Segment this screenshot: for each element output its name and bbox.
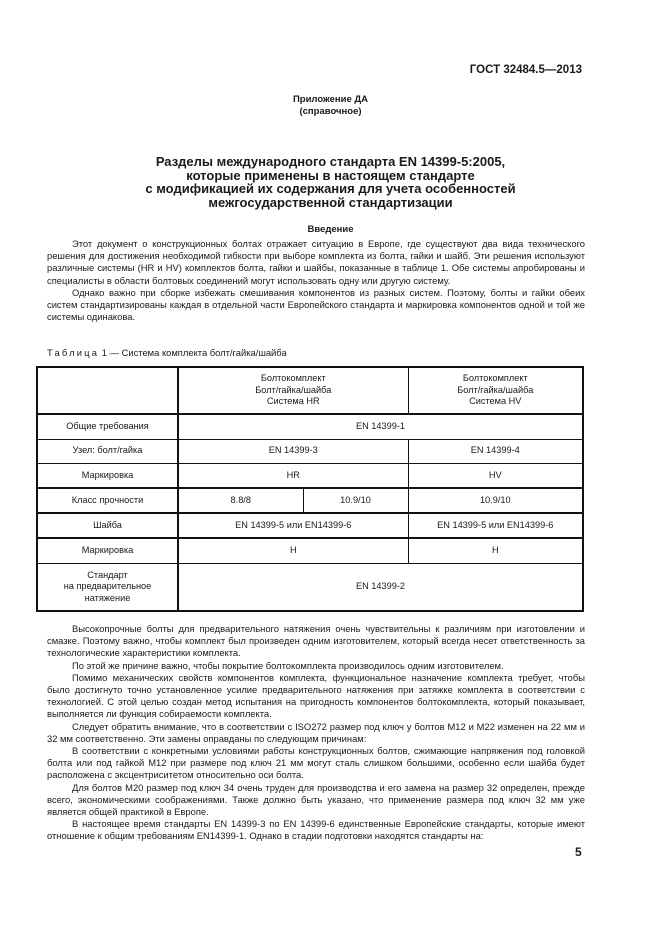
cell-hr-b: 10.9/10: [303, 488, 408, 513]
table-row: [37, 463, 583, 488]
table-caption-text: 1 — Система комплекта болт/гайка/шайба: [101, 347, 287, 358]
table-row: [37, 439, 583, 463]
paragraph: Этот документ о конструкционных болтах отражает ситуацию в Европе, где существуют два вида технического решения для достижения необходимой гибкости при выборе комплекта из болта, гайки и шайб. Эти решения используют различные системы (HR и HV) комплектов болта, гайки и шайбы, показанные в таблице 1. Обе системы апробированы и специалисты в области болтовых соединений могут использовать одну или другую систему.: [47, 238, 585, 286]
table-row: [37, 414, 583, 439]
table-header-row: [37, 367, 583, 414]
row-label: Стандарт на предварительное натяжение: [37, 563, 178, 611]
title-line: межгосударственной стандартизации: [208, 194, 453, 210]
intro-text: [47, 238, 585, 323]
row-label: Узел: болт/гайка: [37, 439, 178, 463]
table-row: [37, 538, 583, 563]
cell-merged: EN 14399-2: [178, 563, 583, 611]
appendix-heading: [0, 94, 661, 118]
paragraph: Для болтов M20 размер под ключ 34 очень труден для производства и его замена на размер 32 определен, прежде всего, экономическими соображениями. Также должно быть указано, что применение размера под ключ 32 мм уже является общей практикой в Европе.: [47, 781, 585, 818]
cell-hr: HR: [178, 463, 408, 488]
cell-hr: EN 14399-5 или EN14399-6: [178, 513, 408, 538]
bolt-system-table: [36, 366, 584, 612]
page-number: 5: [575, 845, 582, 859]
title-line: Разделы международного стандарта EN 14399-5:2005,: [155, 154, 506, 169]
row-label: Общие требования: [37, 414, 178, 439]
row-label: Класс прочности: [37, 488, 178, 513]
cell-hr-a: 8.8/8: [178, 488, 303, 513]
standard-id: ГОСТ 32484.5—2013: [469, 64, 582, 76]
table-row: [37, 513, 583, 538]
cell-hr: EN 14399-3: [178, 439, 408, 463]
table-caption-label: Таблица: [47, 347, 100, 358]
page-title: [0, 155, 661, 209]
table-caption: [47, 347, 287, 358]
paragraph: Однако важно при сборке избежать смешивания компонентов из разных систем. Поэтому, болты и гайки обеих систем стандартизированы каждая в отдельной части Европейского стандарта и маркировка компонентов одной и той же системы одинакова.: [47, 286, 585, 323]
paragraph: Помимо механических свойств компонентов комплекта, функциональное назначение комплекта требует, чтобы было достигнуто точно установленное усилие предварительного натяжения при затяжке комплекта в соответствии с технологией. С этой целью создан метод испытания на пригодность компонентов болтокомплекта, который показывает, выполняется ли функция собираемости комплекта.: [47, 671, 585, 720]
paragraph: В настоящее время стандарты EN 14399-3 по EN 14399-6 единственные Европейские стандарты, которые имеют отношение к общим требованиям EN14399-1. Однако в стадии подготовки находятся стандарты на:: [47, 818, 585, 842]
paragraph: В соответствии с конкретными условиями работы конструкционных болтов, сжимающие напряжения под головкой болта или под гайкой M12 при размере под ключ 21 мм могут сталь слишком большими, особенно если шайба будет расположена с эксцентриситетом относительно оси болта.: [47, 745, 585, 781]
body-text: [47, 623, 585, 843]
cell-hv: EN 14399-5 или EN14399-6: [408, 513, 583, 538]
appendix-type: (справочное): [299, 106, 362, 117]
paragraph: Высокопрочные болты для предварительного натяжения очень чувствительны к различиям при изготовлении и смазке. Поэтому важно, чтобы комплект был произведен одним изготовителем, который всегда несет ответственность за технологические характеристики комплекта.: [47, 623, 585, 659]
header-empty-cell: [37, 367, 178, 414]
cell-hv: HV: [408, 463, 583, 488]
cell-hv: EN 14399-4: [408, 439, 583, 463]
title-line: с модификацией их содержания для учета особенностей: [145, 181, 516, 196]
paragraph: По этой же причине важно, чтобы покрытие болтокомплекта производилось одним изготовителем.: [72, 659, 504, 671]
paragraph: Следует обратить внимание, что в соответствии с ISO272 размер под ключ у болтов M12 и M22 изменен на 22 мм и 32 мм соответственно. Эти замены оправданы по следующим причинам:: [47, 720, 585, 744]
header-hr: Болтокомплект Болт/гайка/шайба Система HR: [178, 367, 408, 414]
section-heading: Введение: [307, 224, 354, 235]
table-row: [37, 488, 583, 513]
appendix-title: Приложение ДА: [292, 94, 369, 105]
row-label: Маркировка: [37, 463, 178, 488]
row-label: Маркировка: [37, 538, 178, 563]
title-line: которые применены в настоящем стандарте: [186, 167, 475, 183]
header-hv: Болтокомплект Болт/гайка/шайба Система HV: [408, 367, 583, 414]
cell-merged: EN 14399-1: [178, 414, 583, 439]
table-row: [37, 563, 583, 611]
cell-hv: 10.9/10: [408, 488, 583, 513]
cell-hv: H: [408, 538, 583, 563]
cell-hr: H: [178, 538, 408, 563]
row-label: Шайба: [37, 513, 178, 538]
